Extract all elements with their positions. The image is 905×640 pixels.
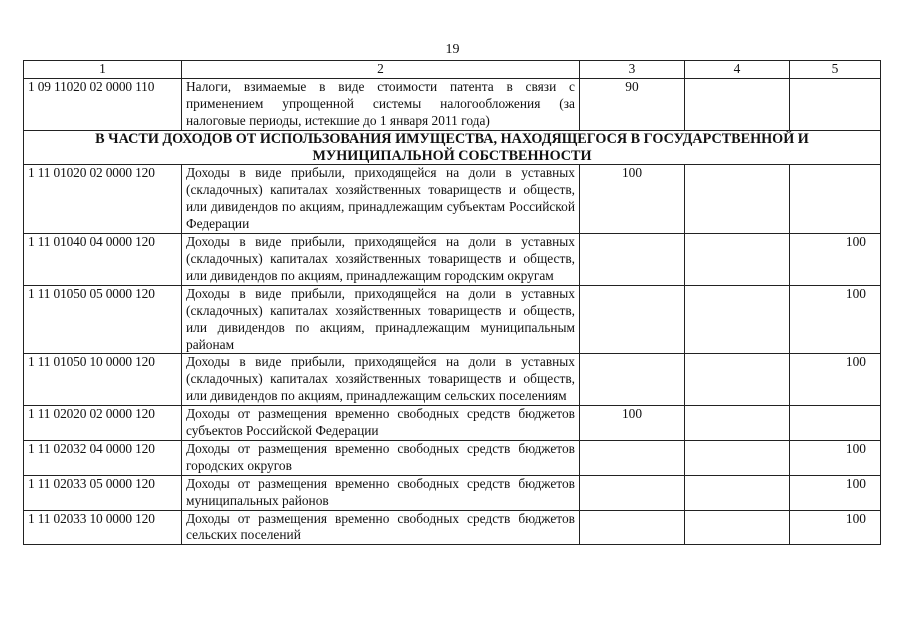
revenue-description: Доходы в виде прибыли, приходящейся на доли в уставных (складочных) капиталах хозяйственных товариществ и обществ, или дивидендов по акциям, принадлежащим муниципальным районам — [182, 285, 580, 354]
value-col5: 100 — [790, 510, 881, 545]
value-col3 — [580, 354, 685, 406]
value-col4 — [685, 406, 790, 441]
value-col5 — [790, 165, 881, 234]
section-row — [24, 130, 881, 165]
value-col3 — [580, 440, 685, 475]
revenue-description: Доходы в виде прибыли, приходящейся на доли в уставных (складочных) капиталах хозяйственных товариществ и обществ, или дивидендов по акциям, принадлежащим городским округам — [182, 234, 580, 286]
table-row — [24, 78, 881, 130]
value-col4 — [685, 285, 790, 354]
table-row — [24, 234, 881, 286]
table-row — [24, 406, 881, 441]
column-header: 3 — [580, 61, 685, 79]
value-col3 — [580, 510, 685, 545]
value-col5: 100 — [790, 475, 881, 510]
budget-code: 1 11 02033 10 0000 120 — [24, 510, 182, 545]
section-title: В ЧАСТИ ДОХОДОВ ОТ ИСПОЛЬЗОВАНИЯ ИМУЩЕСТВА, НАХОДЯЩЕГОСЯ В ГОСУДАРСТВЕННОЙ И МУНИЦИПАЛЬНОЙ СОБСТВЕННОСТИ — [24, 130, 881, 165]
page-number: 19 — [445, 42, 460, 57]
value-col4 — [685, 78, 790, 130]
revenue-description: Доходы от размещения временно свободных средств бюджетов субъектов Российской Федерации — [182, 406, 580, 441]
column-header: 4 — [685, 61, 790, 79]
value-col4 — [685, 510, 790, 545]
table-header-row — [24, 61, 881, 79]
revenue-description: Доходы от размещения временно свободных средств бюджетов сельских поселений — [182, 510, 580, 545]
budget-code: 1 11 01050 05 0000 120 — [24, 285, 182, 354]
value-col5: 100 — [790, 285, 881, 354]
value-col4 — [685, 440, 790, 475]
value-col3 — [580, 234, 685, 286]
value-col3: 100 — [580, 406, 685, 441]
value-col4 — [685, 165, 790, 234]
table-row — [24, 475, 881, 510]
value-col5 — [790, 406, 881, 441]
revenue-description: Доходы от размещения временно свободных средств бюджетов городских округов — [182, 440, 580, 475]
budget-code: 1 11 01020 02 0000 120 — [24, 165, 182, 234]
table-row — [24, 510, 881, 545]
value-col3 — [580, 475, 685, 510]
budget-code: 1 11 02033 05 0000 120 — [24, 475, 182, 510]
value-col3: 100 — [580, 165, 685, 234]
value-col5: 100 — [790, 354, 881, 406]
budget-code: 1 11 02020 02 0000 120 — [24, 406, 182, 441]
revenue-description: Доходы от размещения временно свободных средств бюджетов муниципальных районов — [182, 475, 580, 510]
column-header: 2 — [182, 61, 580, 79]
table-row — [24, 165, 881, 234]
budget-code: 1 11 01050 10 0000 120 — [24, 354, 182, 406]
value-col4 — [685, 354, 790, 406]
table-row — [24, 354, 881, 406]
table-row — [24, 285, 881, 354]
value-col3: 90 — [580, 78, 685, 130]
revenue-table — [23, 60, 881, 545]
value-col4 — [685, 475, 790, 510]
revenue-description: Налоги, взимаемые в виде стоимости патента в связи с применением упрощенной системы налогообложения (за налоговые периоды, истекшие до 1 января 2011 года) — [182, 78, 580, 130]
revenue-description: Доходы в виде прибыли, приходящейся на доли в уставных (складочных) капиталах хозяйственных товариществ и обществ, или дивидендов по акциям, принадлежащим субъектам Российской Федерации — [182, 165, 580, 234]
budget-code: 1 09 11020 02 0000 110 — [24, 78, 182, 130]
budget-code: 1 11 02032 04 0000 120 — [24, 440, 182, 475]
column-header: 1 — [24, 61, 182, 79]
value-col5: 100 — [790, 440, 881, 475]
value-col3 — [580, 285, 685, 354]
budget-code: 1 11 01040 04 0000 120 — [24, 234, 182, 286]
value-col4 — [685, 234, 790, 286]
column-header: 5 — [790, 61, 881, 79]
table-row — [24, 440, 881, 475]
value-col5 — [790, 78, 881, 130]
value-col5: 100 — [790, 234, 881, 286]
revenue-description: Доходы в виде прибыли, приходящейся на доли в уставных (складочных) капиталах хозяйственных товариществ и обществ, или дивидендов по акциям, принадлежащим сельских поселениям — [182, 354, 580, 406]
